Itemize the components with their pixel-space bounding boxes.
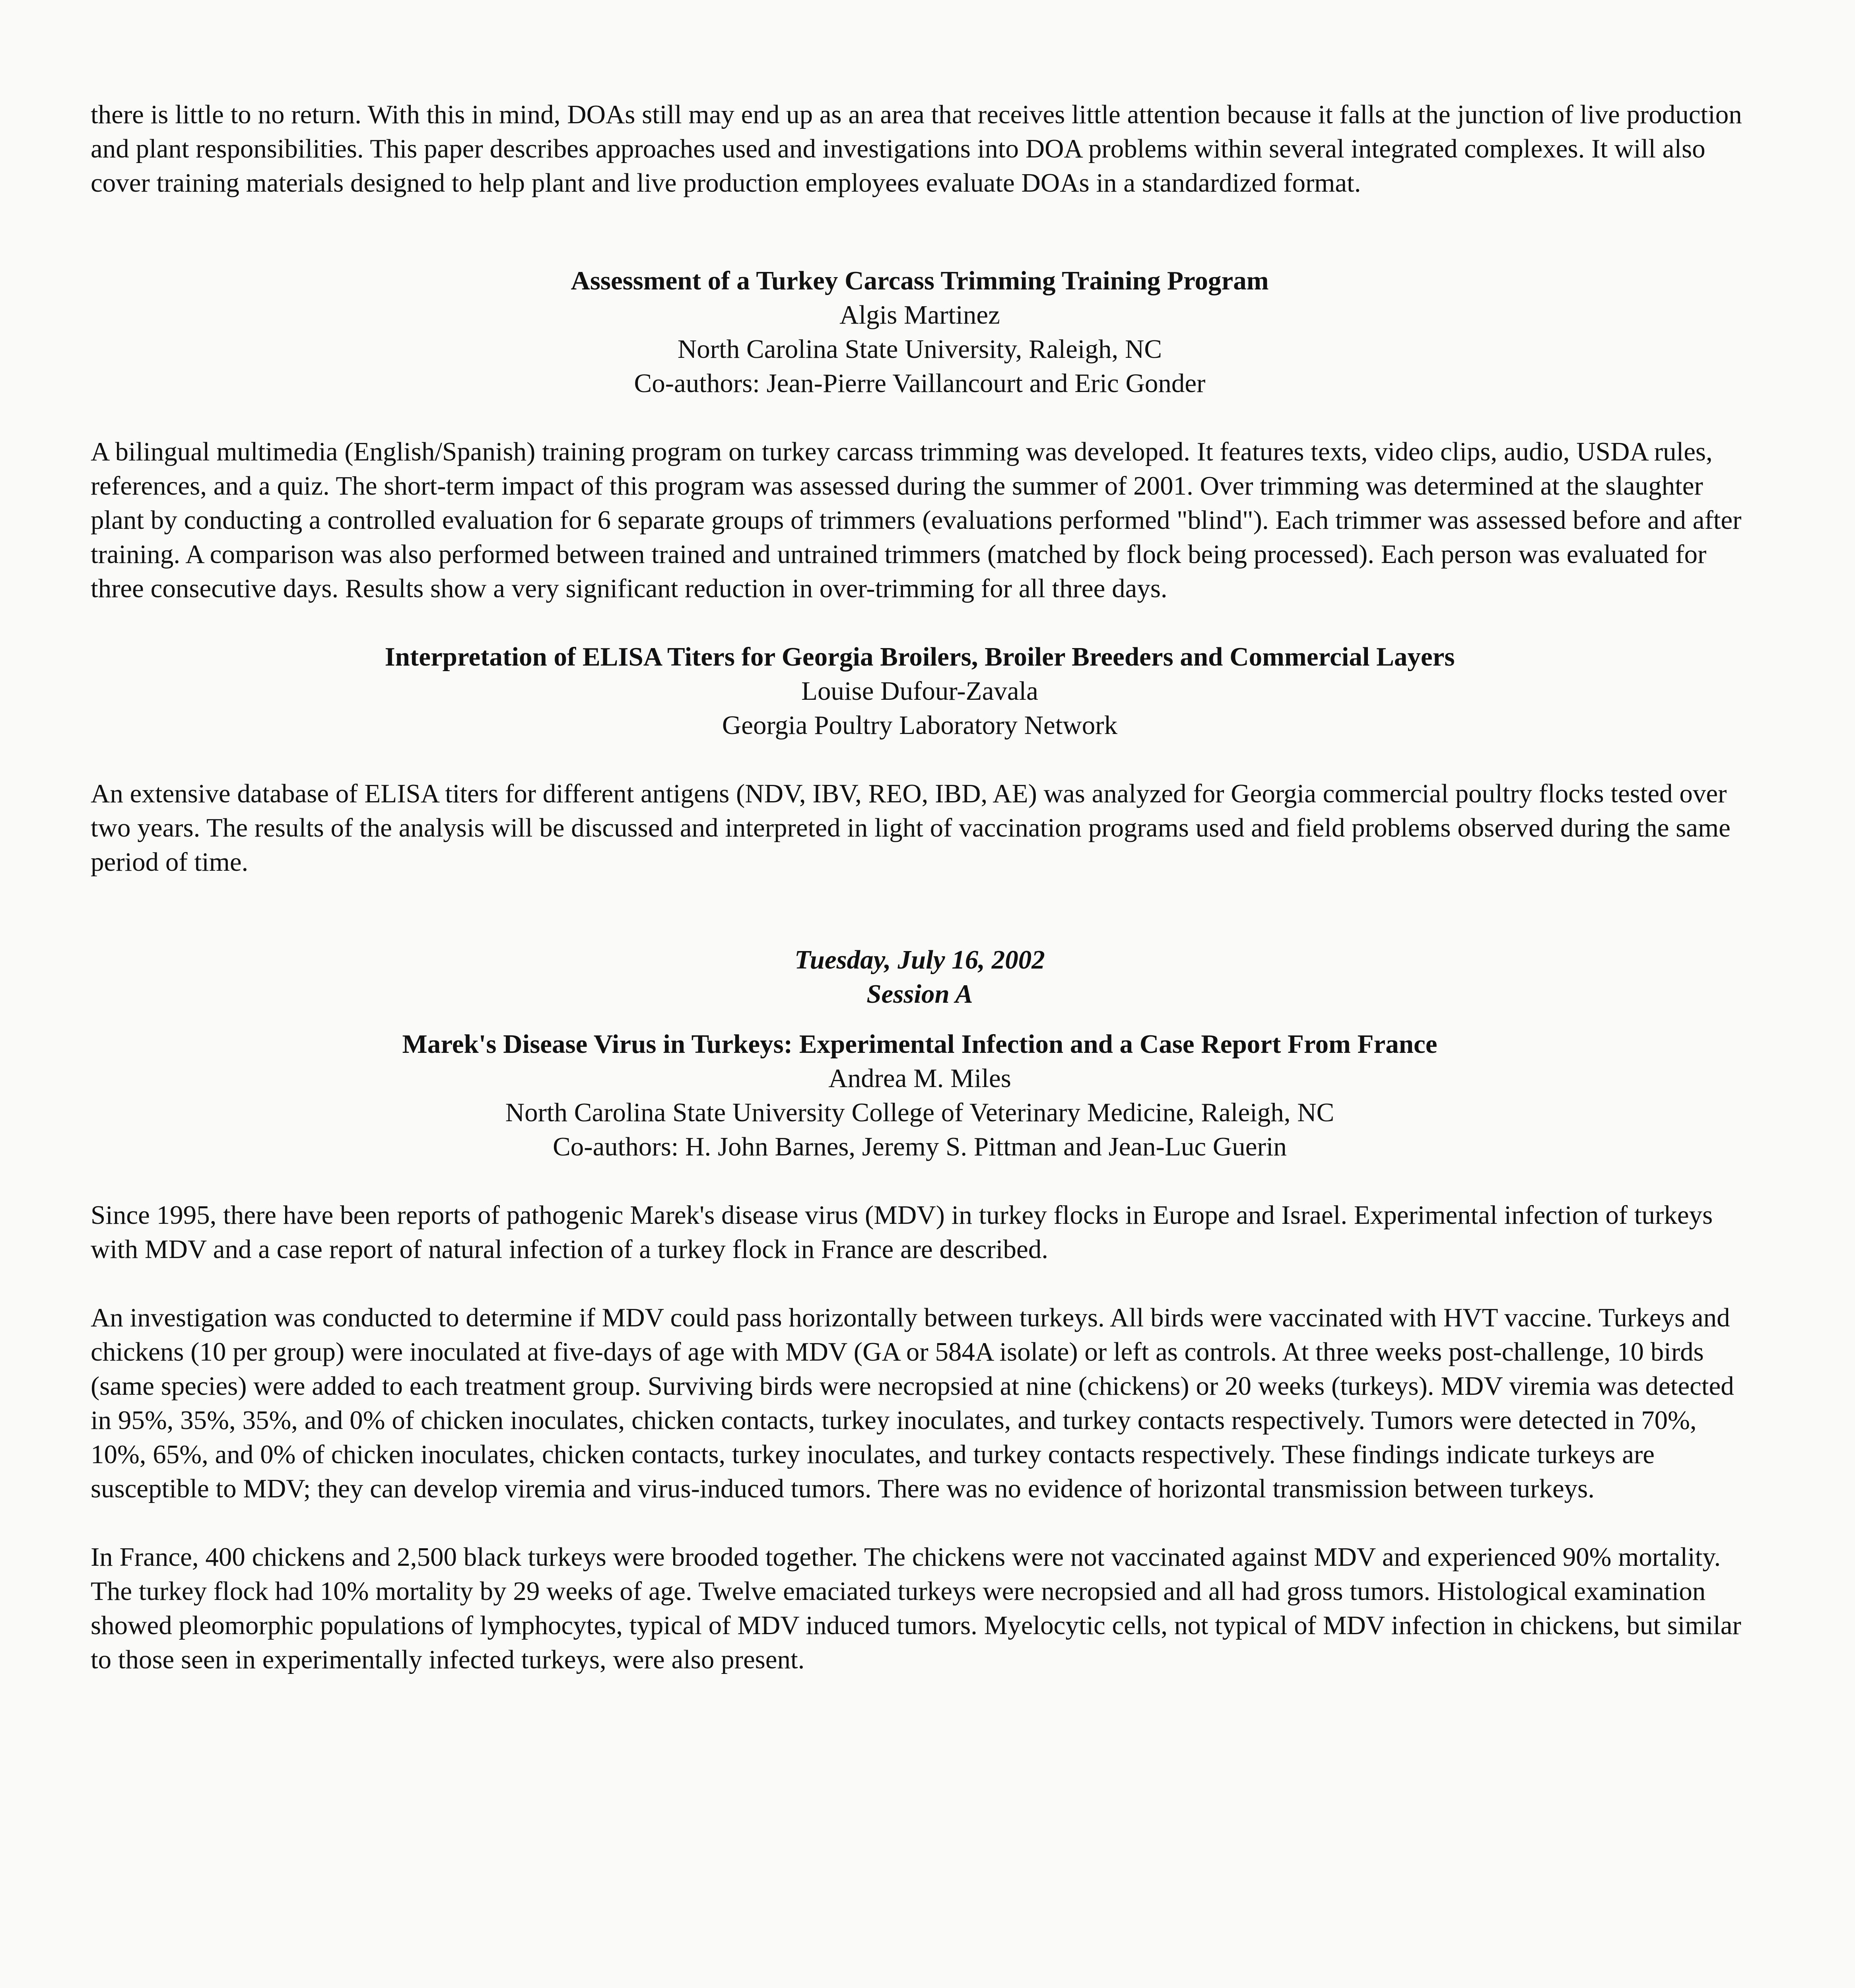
- abstract-coauthors: Co-authors: H. John Barnes, Jeremy S. Pittman and Jean-Luc Guerin: [553, 1132, 1287, 1161]
- abstract-coauthors: Co-authors: Jean-Pierre Vaillancourt and Eric Gonder: [634, 369, 1206, 398]
- abstract-turkey-carcass-trimming: [91, 264, 1749, 606]
- abstract-mdv-turkeys: [91, 1027, 1749, 1677]
- abstract-title: Interpretation of ELISA Titers for Georgia Broilers, Broiler Breeders and Commercial Layers: [385, 642, 1455, 672]
- abstract-paragraph: Since 1995, there have been reports of pathogenic Marek's disease virus (MDV) in turkey flocks in Europe and Israel. Experimental infection of turkeys with MDV and a case report of natural infection of a turkey flock in France are described.: [91, 1200, 1713, 1264]
- abstract-author: Algis Martinez: [839, 300, 1000, 330]
- abstract-title: Assessment of a Turkey Carcass Trimming Training Program: [571, 266, 1269, 295]
- abstract-paragraph: An investigation was conducted to determine if MDV could pass horizontally between turkeys. All birds were vaccinated with HVT vaccine. Turkeys and chickens (10 per group) were inoculated at five-days of age with MDV (GA or 584A isolate) or left as controls. At three weeks post-challenge, 10 birds (same species) were added to each treatment group. Surviving birds were necropsied at nine (chickens) or 20 weeks (turkeys). MDV viremia was detected in 95%, 35%, 35%, and 0% of chicken inoculates, chicken contacts, turkey inoculates, and turkey contacts respectively. Tumors were detected in 70%, 10%, 65%, and 0% of chicken inoculates, chicken contacts, turkey inoculates, and turkey contacts respectively. These findings indicate turkeys are susceptible to MDV; they can develop viremia and virus-induced tumors. There was no evidence of horizontal transmission between turkeys.: [91, 1303, 1734, 1503]
- abstract-affiliation: North Carolina State University, Raleigh, NC: [677, 334, 1162, 364]
- abstract-title: Marek's Disease Virus in Turkeys: Experimental Infection and a Case Report From France: [402, 1029, 1437, 1059]
- session-name: Session A: [866, 979, 973, 1009]
- abstract-author: Andrea M. Miles: [828, 1064, 1011, 1093]
- abstract-paragraph: In France, 400 chickens and 2,500 black turkeys were brooded together. The chickens were not vaccinated against MDV and experienced 90% mortality. The turkey flock had 10% mortality by 29 weeks of age. Twelve emaciated turkeys were necropsied and all had gross tumors. Histological examination showed pleomorphic populations of lymphocytes, typical of MDV induced tumors. Myelocytic cells, not typical of MDV infection in chickens, but similar to those seen in experimentally infected turkeys, were also present.: [91, 1542, 1741, 1674]
- abstract-elisa-titers: [91, 640, 1749, 879]
- intro-paragraph: there is little to no return. With this in mind, DOAs still may end up as an area that receives little attention because it falls at the junction of live production and plant responsibilities. This paper describes approaches used and investigations into DOA problems within several integrated complexes. It will also cover training materials designed to help plant and live production employees evaluate DOAs in a standardized format.: [91, 100, 1742, 198]
- abstract-affiliation: North Carolina State University College of Veterinary Medicine, Raleigh, NC: [505, 1098, 1334, 1127]
- session-date: Tuesday, July 16, 2002: [794, 945, 1045, 975]
- abstract-body: An extensive database of ELISA titers for different antigens (NDV, IBV, REO, IBD, AE) was analyzed for Georgia commercial poultry flocks tested over two years. The results of the analysis will be discussed and interpreted in light of vaccination programs used and field problems observed during the same period of time.: [91, 779, 1731, 877]
- session-header: [91, 943, 1749, 1011]
- page-content: [91, 97, 1749, 1677]
- abstract-affiliation: Georgia Poultry Laboratory Network: [722, 711, 1118, 740]
- abstract-author: Louise Dufour-Zavala: [801, 676, 1038, 706]
- abstract-body: A bilingual multimedia (English/Spanish) training program on turkey carcass trimming was developed. It features texts, video clips, audio, USDA rules, references, and a quiz. The short-term impact of this program was assessed during the summer of 2001. Over trimming was determined at the slaughter plant by conducting a controlled evaluation for 6 separate groups of trimmers (evaluations performed "blind"). Each trimmer was assessed before and after training. A comparison was also performed between trained and untrained trimmers (matched by flock being processed). Each person was evaluated for three consecutive days. Results show a very significant reduction in over-trimming for all three days.: [91, 437, 1742, 603]
